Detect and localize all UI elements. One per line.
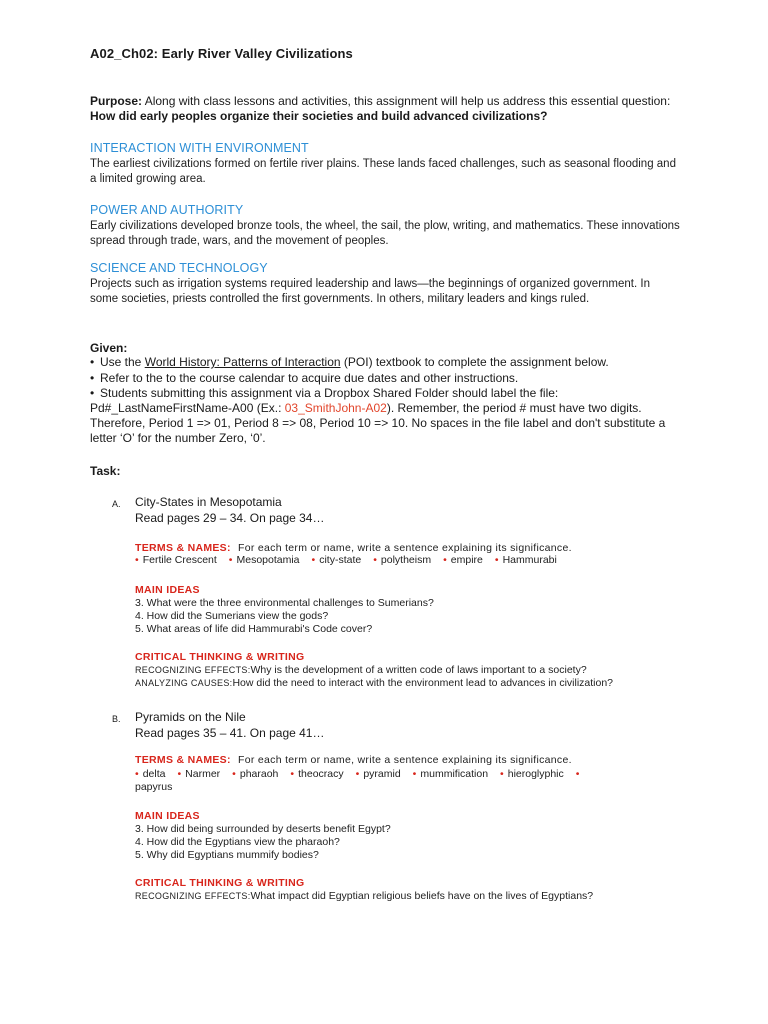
term-item: • empire xyxy=(443,554,483,566)
term-item: • theocracy xyxy=(290,768,344,780)
task-a-critical-label: CRITICAL THINKING & WRITING xyxy=(135,651,305,663)
term-item: • polytheism xyxy=(373,554,432,566)
section-heading-science: SCIENCE AND TECHNOLOGY xyxy=(90,261,268,275)
task-b-read: Read pages 35 – 41. On page 41… xyxy=(135,726,325,740)
term-item: • Fertile Crescent xyxy=(135,554,217,566)
task-b-critical-1: RECOGNIZING EFFECTS:What impact did Egyptian religious beliefs have on the lives of Egyptians? xyxy=(135,890,594,902)
term-item: • pyramid xyxy=(355,768,401,780)
task-b-critical-label: CRITICAL THINKING & WRITING xyxy=(135,877,305,889)
purpose-text: Along with class lessons and activities, this assignment will help us address this essential question: xyxy=(142,94,671,108)
term-item: papyrus xyxy=(135,781,173,793)
given-bullet-1: • Use the World History: Patterns of Interaction (POI) textbook to complete the assignment below. xyxy=(90,355,609,369)
section-body-power: Early civilizations developed bronze tools, the wheel, the sail, the plow, writing, and mathematics. These innovations spread through trade, wars, and the movement of peoples. xyxy=(90,220,680,247)
textbook-link[interactable]: World History: Patterns of Interaction xyxy=(144,355,341,369)
bullet-dot: • xyxy=(90,371,95,385)
task-b-letter: B. xyxy=(112,714,121,724)
task-heading: Task: xyxy=(90,464,121,478)
task-a-terms-list xyxy=(135,554,569,566)
term-item: • mummification xyxy=(412,768,489,780)
task-b-main-ideas-label: MAIN IDEAS xyxy=(135,810,200,822)
term-item: • Hammurabi xyxy=(494,554,557,566)
term-item: • hieroglyphic xyxy=(500,768,564,780)
task-a-main-idea-5: 5. What areas of life did Hammurabi's Code cover? xyxy=(135,623,373,635)
term-bullet-trailing: • xyxy=(575,768,580,780)
task-b-main-idea-4: 4. How did the Egyptians view the pharaoh? xyxy=(135,836,340,848)
task-b-terms-list xyxy=(135,768,583,780)
term-item: • city-state xyxy=(311,554,362,566)
task-a-read: Read pages 29 – 34. On page 34… xyxy=(135,511,325,525)
task-a-terms-label: TERMS & NAMES: For each term or name, write a sentence explaining its significance. xyxy=(135,542,572,554)
given-heading: Given: xyxy=(90,341,128,355)
task-a-main-idea-4: 4. How did the Sumerians view the gods? xyxy=(135,610,329,622)
task-b-title: Pyramids on the Nile xyxy=(135,710,246,724)
given-bullet-2: • Refer to the to the course calendar to acquire due dates and other instructions. xyxy=(90,371,519,385)
section-body-environment: The earliest civilizations formed on fertile river plains. These lands faced challenges, such as seasonal flooding and a limited growing area. xyxy=(90,158,676,185)
task-a-letter: A. xyxy=(112,499,121,509)
section-heading-environment: INTERACTION WITH ENVIRONMENT xyxy=(90,141,309,155)
term-item: • delta xyxy=(135,768,166,780)
task-a-title: City-States in Mesopotamia xyxy=(135,495,282,509)
task-a-critical-1: RECOGNIZING EFFECTS:Why is the development of a written code of laws important to a society? xyxy=(135,664,587,676)
task-b-main-idea-5: 5. Why did Egyptians mummify bodies? xyxy=(135,849,319,861)
filename-example: 03_SmithJohn-A02 xyxy=(284,401,387,415)
task-a-main-ideas-label: MAIN IDEAS xyxy=(135,584,200,596)
task-b-terms-label: TERMS & NAMES: For each term or name, write a sentence explaining its significance. xyxy=(135,754,572,766)
bullet-dot: • xyxy=(90,355,95,369)
task-a-critical-2: ANALYZING CAUSES:How did the need to interact with the environment lead to advances in civilization? xyxy=(135,677,614,689)
given-bullet-3: • Students submitting this assignment via a Dropbox Shared Folder should label the file: Pd#_LastNameFirstName-A00 (Ex.: 03_SmithJohn-A02). Remember, the period # must have two digits. Therefore, Period 1 => 01, Period 8 => 08, Period 10 => 10. No spaces in the file label and don't substitute a letter ‘O’ for the number Zero, ‘0’. xyxy=(90,386,666,445)
task-b-main-idea-3: 3. How did being surrounded by deserts benefit Egypt? xyxy=(135,823,391,835)
essential-question: How did early peoples organize their societies and build advanced civilizations? xyxy=(90,109,548,123)
term-item: • Mesopotamia xyxy=(228,554,300,566)
section-heading-power: POWER AND AUTHORITY xyxy=(90,203,244,217)
term-item: • pharaoh xyxy=(232,768,279,780)
task-b-terms-list-overflow xyxy=(135,781,172,793)
task-a-main-idea-3: 3. What were the three environmental challenges to Sumerians? xyxy=(135,597,434,609)
purpose-label: Purpose: xyxy=(90,94,143,108)
purpose-paragraph xyxy=(90,94,680,124)
document-title: A02_Ch02: Early River Valley Civilizations xyxy=(90,46,353,61)
bullet-dot: • xyxy=(90,386,95,400)
section-body-science: Projects such as irrigation systems required leadership and laws—the beginnings of organized government. In some societies, priests controlled the first governments. In others, military leaders and kings ruled. xyxy=(90,278,650,305)
term-item: • Narmer xyxy=(177,768,221,780)
